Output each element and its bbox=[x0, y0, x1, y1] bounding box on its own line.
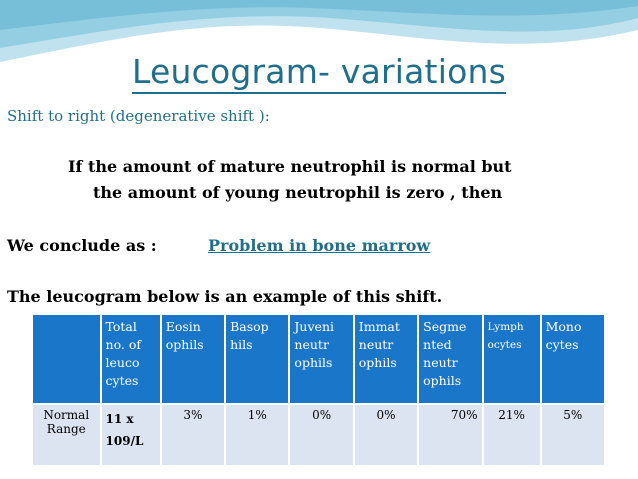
header-lymphocytes: Lymph ocytes bbox=[484, 315, 540, 403]
table-row bbox=[33, 405, 604, 465]
cell-segmented: 70% bbox=[419, 405, 481, 465]
header-eosinophils: Eosin ophils bbox=[162, 315, 224, 403]
table-header-row bbox=[33, 315, 604, 403]
cell-juvenile: 0% bbox=[290, 405, 352, 465]
cell-total-leucocytes: 11 x 109/L bbox=[102, 405, 160, 465]
slide-title: Leucogram- variations bbox=[0, 52, 638, 91]
conclude-label: We conclude as : bbox=[7, 236, 157, 255]
condition-line-1: If the amount of mature neutrophil is normal but bbox=[68, 157, 512, 176]
condition-line-2: the amount of young neutrophil is zero , then bbox=[93, 183, 503, 202]
cell-immature: 0% bbox=[355, 405, 417, 465]
cell-basophils: 1% bbox=[226, 405, 288, 465]
header-total-leucocytes: Total no. of leuco cytes bbox=[102, 315, 160, 403]
header-immature-neutrophils: Immat neutr ophils bbox=[355, 315, 417, 403]
header-juvenile-neutrophils: Juveni neutr ophils bbox=[290, 315, 352, 403]
header-empty bbox=[33, 315, 100, 403]
conclude-value: Problem in bone marrow bbox=[208, 236, 431, 255]
header-basophils: Basop hils bbox=[226, 315, 288, 403]
cell-eosinophils: 3% bbox=[162, 405, 224, 465]
header-monocytes: Mono cytes bbox=[542, 315, 604, 403]
cell-monocytes: 5% bbox=[542, 405, 604, 465]
section-subtitle: Shift to right (degenerative shift ): bbox=[7, 107, 270, 125]
example-text: The leucogram below is an example of this shift. bbox=[7, 287, 443, 306]
cell-lymphocytes: 21% bbox=[484, 405, 540, 465]
row-label-normal-range: Normal Range bbox=[33, 405, 100, 465]
leucogram-table bbox=[31, 313, 606, 467]
header-segmented-neutrophils: Segme nted neutr ophils bbox=[419, 315, 481, 403]
